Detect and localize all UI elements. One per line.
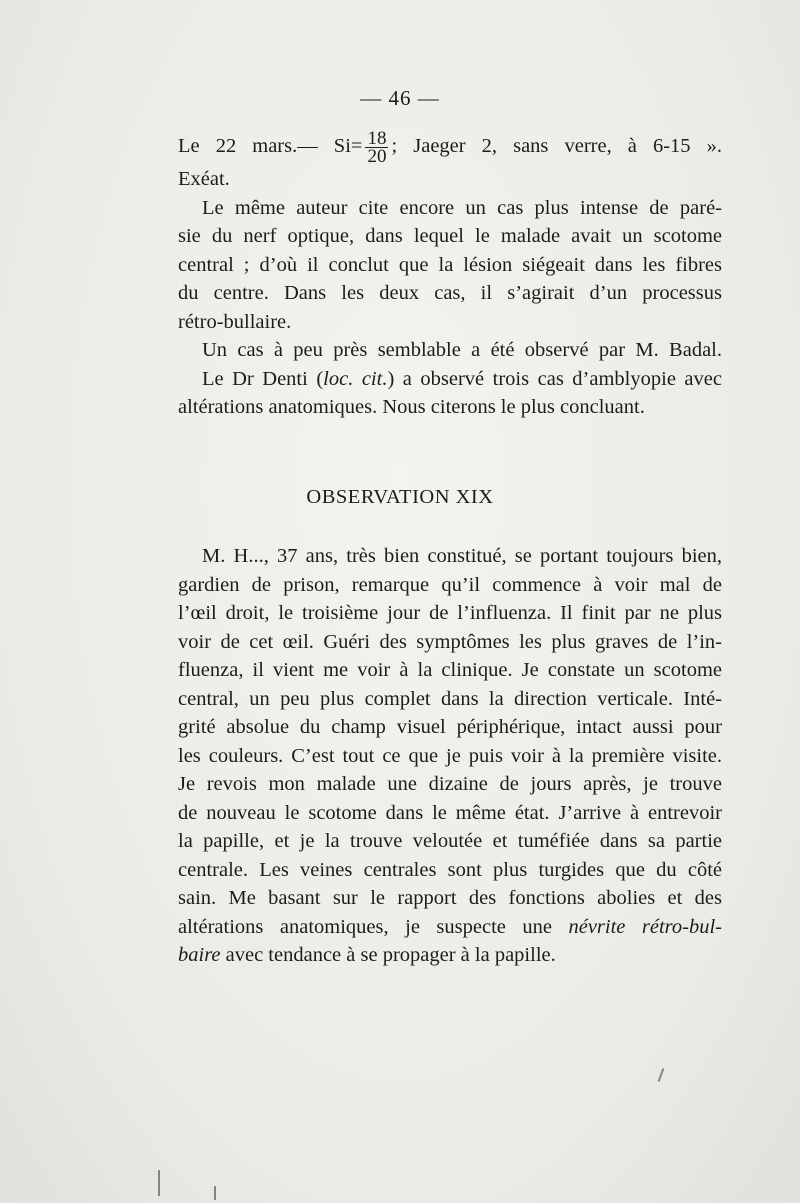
paragraph-line: rétro-bullaire. [178,310,292,333]
observation-line: grité absolue du champ visuel périphérique, intact aussi pour [178,716,722,738]
entry-suffix: ; Jaeger 2, sans verre, à 6-15 ». [391,135,722,158]
loc-cit-italic: loc. cit. [323,367,388,390]
observation-line: la papille, et je la trouve veloutée et tuméfiée dans sa partie [178,830,722,852]
line14-text: altérations anatomiques, je suspecte une [178,915,569,938]
observation-line: les couleurs. C’est tout ce que je puis voir à la première visite. [178,744,722,767]
acuity-fraction [365,130,388,165]
observation-line: fluenza, il vient me voir à la clinique. Je constate un scotome [178,659,722,681]
fraction-numerator: 18 [367,128,387,149]
denti-suffix: ) a observé trois cas d’amblyopie avec [387,367,722,390]
badal-line: Un cas à peu près semblable a été observé par M. Badal. [202,339,722,361]
fraction-denominator: 20 [367,146,387,167]
ink-speck [158,1170,160,1196]
denti-line-2: altérations anatomiques. Nous citerons le plus concluant. [178,396,645,418]
observation-line: gardien de prison, remarque qu’il commence à voir mal de [178,573,722,596]
paragraph-line: du centre. Dans les deux cas, il s’agirait d’un processus [178,282,722,304]
entry-line-1 [178,130,722,165]
paragraph-line: central ; d’où il conclut que la lésion siégeait dans les fibres [178,253,722,276]
observation-line: centrale. Les veines centrales sont plus turgides que du côté [178,858,722,881]
entry-prefix: Le 22 mars.— Si= [178,135,363,158]
ink-speck [658,1068,665,1082]
denti-line [178,365,722,394]
observation-text-block [178,542,722,970]
paragraph-line: Le même auteur cite encore un cas plus intense de paré- [202,196,722,219]
paragraph-line: sie du nerf optique, dans lequel le malade avait un scotome [178,225,722,247]
observation-line: Je revois mon malade une dizaine de jours après, je trouve [178,773,722,795]
line15-text: avec tendance à se propager à la papille. [220,944,556,966]
ink-speck [214,1186,216,1200]
exeat-line: Exéat. [178,168,230,190]
observation-line: sain. Me basant sur le rapport des fonctions abolies et des [178,887,722,909]
denti-prefix: Le Dr Denti ( [202,367,324,390]
observation-line-15 [178,941,722,970]
observation-line: l’œil droit, le troisième jour de l’influenza. Il finit par ne plus [178,602,722,624]
observation-line: de nouveau le scotome dans le même état. J’arrive à entrevoir [178,801,722,824]
observation-line-14 [178,913,722,942]
observation-line: M. H..., 37 ans, très bien constitué, se portant toujours bien, [202,545,722,567]
top-text-block [178,130,722,422]
nevrite-italic: névrite rétro-bul- [568,915,722,938]
baire-italic: baire [178,944,221,966]
observation-line: central, un peu plus complet dans la direction verticale. Inté- [178,687,722,710]
page-number: — 46 — [360,86,440,110]
observation-heading: OBSERVATION XIX [306,486,494,508]
observation-line: voir de cet œil. Guéri des symptômes les plus graves de l’in- [178,630,722,653]
